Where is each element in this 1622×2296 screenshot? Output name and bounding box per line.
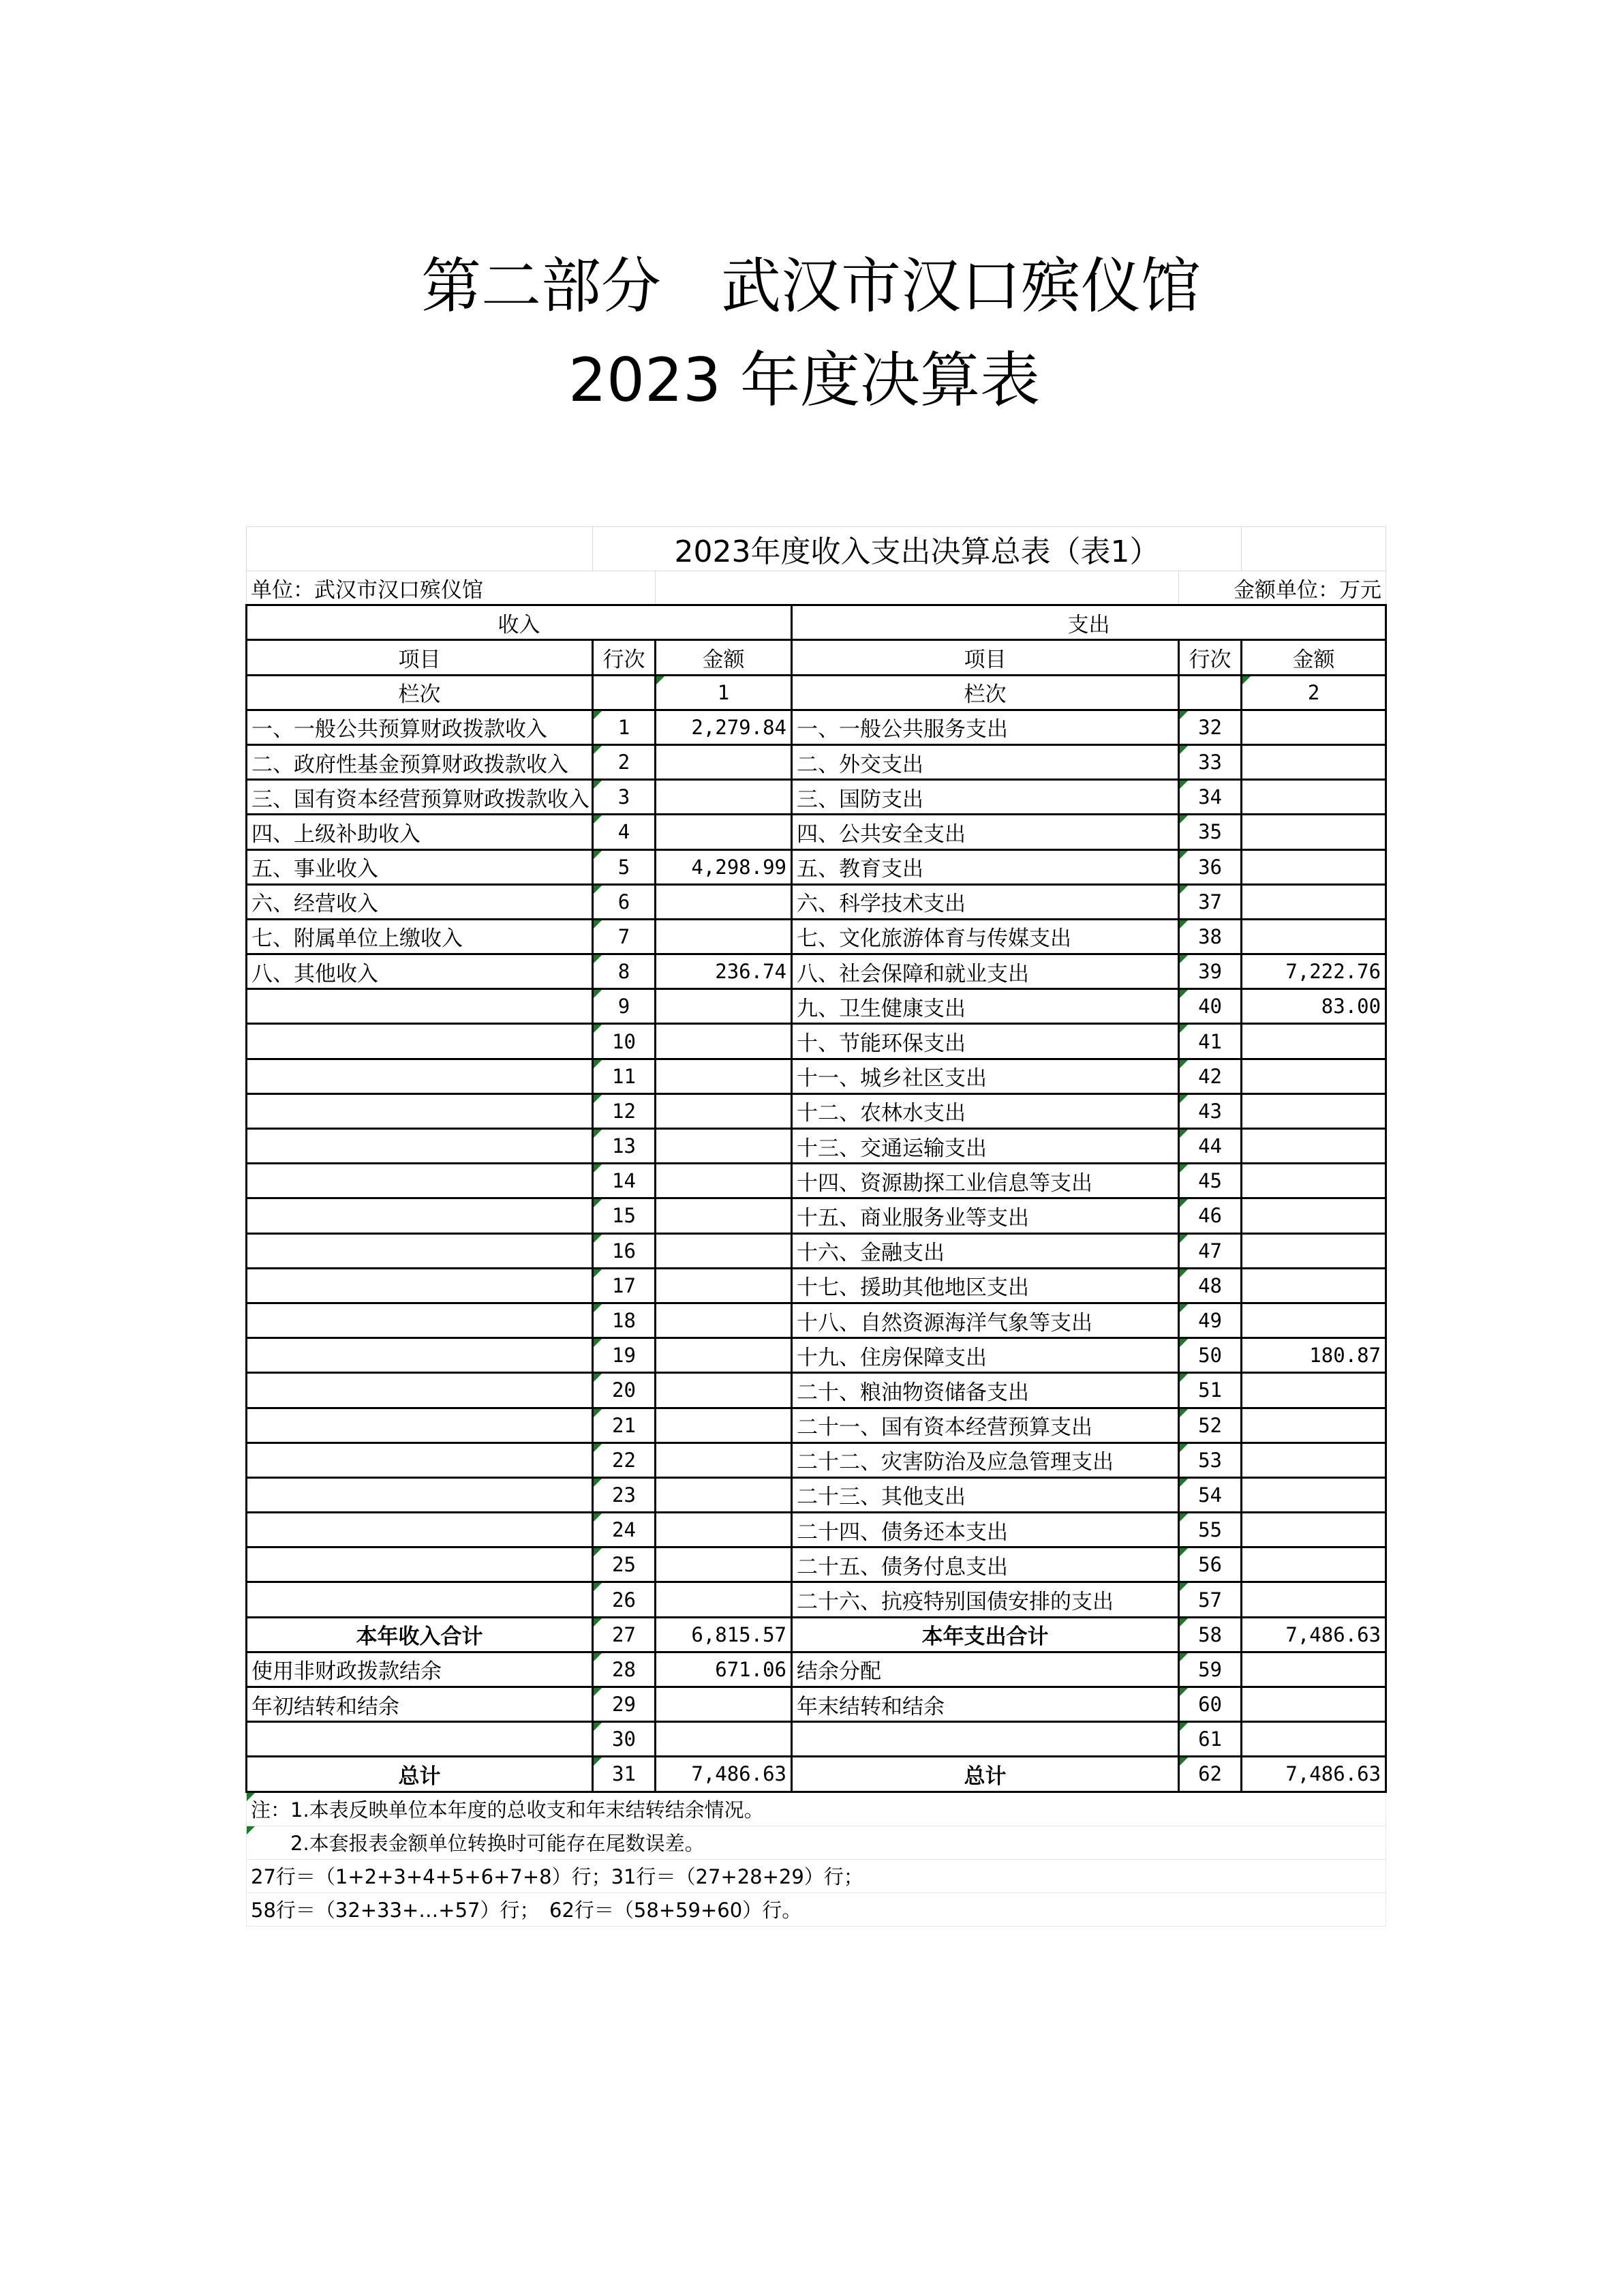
table-row (247, 884, 1386, 919)
income-line-no-cell: 30 (593, 1722, 656, 1757)
income-amount-cell (656, 1442, 792, 1477)
expense-item-cell: 十一、城乡社区支出 (792, 1059, 1179, 1093)
income-item-cell (247, 1373, 593, 1408)
expense-line-no-cell: 38 (1179, 919, 1242, 954)
income-item-cell (247, 1547, 593, 1582)
income-line-no-cell: 4 (593, 815, 656, 849)
expense-line-no-cell: 48 (1179, 1268, 1242, 1303)
income-amount-cell (656, 1164, 792, 1198)
expense-item-cell: 四、公共安全支出 (792, 815, 1179, 849)
income-amount-cell (656, 1477, 792, 1512)
table-row (247, 1024, 1386, 1059)
income-item-cell (247, 1164, 593, 1198)
note-row (247, 1792, 1386, 1826)
income-item-cell (247, 1233, 593, 1268)
expense-item-cell: 二十一、国有资本经营预算支出 (792, 1408, 1179, 1442)
income-line-no-cell: 9 (593, 989, 656, 1024)
expense-item-cell: 五、教育支出 (792, 849, 1179, 884)
income-item-cell (247, 1198, 593, 1233)
income-item-cell: 八、其他收入 (247, 954, 593, 989)
note-row (247, 1892, 1386, 1926)
income-line-no-cell: 14 (593, 1164, 656, 1198)
income-line-no-cell: 23 (593, 1477, 656, 1512)
expense-item-cell: 十七、援助其他地区支出 (792, 1268, 1179, 1303)
expense-item-cell: 本年支出合计 (792, 1617, 1179, 1652)
income-item-header: 项目 (247, 640, 593, 675)
expense-line-no-cell: 55 (1179, 1513, 1242, 1547)
expense-amount-cell (1242, 1722, 1386, 1757)
expense-item-cell: 结余分配 (792, 1652, 1179, 1687)
income-amount-cell (656, 1722, 792, 1757)
table-row (247, 1059, 1386, 1093)
income-item-cell (247, 1408, 593, 1442)
income-amount-cell (656, 815, 792, 849)
income-line-no-cell: 18 (593, 1303, 656, 1338)
income-amount-cell (656, 1129, 792, 1164)
income-item-cell (247, 1059, 593, 1093)
expense-amount-cell (1242, 1687, 1386, 1722)
expense-item-cell: 十二、农林水支出 (792, 1093, 1179, 1128)
expense-amount-cell (1242, 1093, 1386, 1128)
section-header-row (247, 605, 1386, 640)
table-row (247, 1373, 1386, 1408)
income-amount-cell (656, 780, 792, 815)
income-amount-cell (656, 1582, 792, 1617)
income-line-no-cell: 26 (593, 1582, 656, 1617)
expense-line-no-cell: 58 (1179, 1617, 1242, 1652)
table-row (247, 1129, 1386, 1164)
income-item-cell: 二、政府性基金预算财政拨款收入 (247, 744, 593, 779)
income-amount-cell (656, 989, 792, 1024)
expense-amount-cell (1242, 849, 1386, 884)
income-item-cell (247, 1477, 593, 1512)
income-amount-cell (656, 919, 792, 954)
income-item-cell (247, 1268, 593, 1303)
income-amount-cell: 2,279.84 (656, 710, 792, 744)
income-line-no-cell: 25 (593, 1547, 656, 1582)
income-item-cell (247, 1303, 593, 1338)
income-amount-cell (656, 1338, 792, 1373)
expense-amount-cell (1242, 1652, 1386, 1687)
income-item-cell (247, 1338, 593, 1373)
document-heading-line2: 2023 年度决算表 (568, 345, 1040, 415)
table-row (247, 1687, 1386, 1722)
income-amount-cell (656, 1547, 792, 1582)
expense-amount-cell (1242, 780, 1386, 815)
income-amount-cell (656, 1373, 792, 1408)
expense-item-cell: 十八、自然资源海洋气象等支出 (792, 1303, 1179, 1338)
column-index-row (247, 675, 1386, 710)
table-row (247, 1164, 1386, 1198)
income-item-cell (247, 1513, 593, 1547)
expense-line-no-cell: 50 (1179, 1338, 1242, 1373)
expense-item-cell: 二十四、债务还本支出 (792, 1513, 1179, 1547)
expense-item-cell: 八、社会保障和就业支出 (792, 954, 1179, 989)
income-amount-cell (656, 1408, 792, 1442)
income-item-cell (247, 1024, 593, 1059)
expense-line-no-cell: 46 (1179, 1198, 1242, 1233)
expense-item-cell: 十三、交通运输支出 (792, 1129, 1179, 1164)
expense-line-no-cell: 61 (1179, 1722, 1242, 1757)
expense-item-cell: 十九、住房保障支出 (792, 1338, 1179, 1373)
income-item-cell: 六、经营收入 (247, 884, 593, 919)
column-header-row (247, 640, 1386, 675)
expense-line-no-cell: 59 (1179, 1652, 1242, 1687)
income-amount-cell (656, 1093, 792, 1128)
expense-line-no-cell: 33 (1179, 744, 1242, 779)
expense-amount-cell (1242, 1024, 1386, 1059)
expense-line-no-cell: 57 (1179, 1582, 1242, 1617)
expense-line-no-cell: 54 (1179, 1477, 1242, 1512)
expense-item-cell: 总计 (792, 1757, 1179, 1792)
expense-line-no-cell: 42 (1179, 1059, 1242, 1093)
income-item-cell: 五、事业收入 (247, 849, 593, 884)
income-line-no-cell: 17 (593, 1268, 656, 1303)
expense-item-cell: 二十五、债务付息支出 (792, 1547, 1179, 1582)
expense-line-no-cell: 39 (1179, 954, 1242, 989)
table-row (247, 1442, 1386, 1477)
income-item-cell (247, 1442, 593, 1477)
income-line-no-cell: 29 (593, 1687, 656, 1722)
expense-item-cell: 二、外交支出 (792, 744, 1179, 779)
income-amount-cell (656, 1059, 792, 1093)
expense-line-no-cell: 43 (1179, 1093, 1242, 1128)
expense-amount-cell (1242, 1233, 1386, 1268)
income-amount-cell (656, 1024, 792, 1059)
expense-amount-cell (1242, 815, 1386, 849)
expense-item-cell: 一、一般公共服务支出 (792, 710, 1179, 744)
expense-amount-cell: 83.00 (1242, 989, 1386, 1024)
income-item-cell (247, 1722, 593, 1757)
expense-amount-cell (1242, 1442, 1386, 1477)
expense-item-cell: 十四、资源勘探工业信息等支出 (792, 1164, 1179, 1198)
expense-item-cell: 九、卫生健康支出 (792, 989, 1179, 1024)
expense-line-no-cell: 45 (1179, 1164, 1242, 1198)
table-row (247, 1722, 1386, 1757)
table-row (247, 815, 1386, 849)
income-item-cell: 三、国有资本经营预算财政拨款收入 (247, 780, 593, 815)
budget-summary-table-container (245, 526, 1385, 1927)
income-amount-cell (656, 884, 792, 919)
income-line-no-cell: 21 (593, 1408, 656, 1442)
expense-amount-cell (1242, 1198, 1386, 1233)
expense-line-no-cell: 49 (1179, 1303, 1242, 1338)
income-line-no-cell: 16 (593, 1233, 656, 1268)
expense-item-cell: 二十三、其他支出 (792, 1477, 1179, 1512)
expense-line-no-cell: 32 (1179, 710, 1242, 744)
expense-amount-header: 金额 (1242, 640, 1386, 675)
table-row (247, 1513, 1386, 1547)
table-row (247, 1408, 1386, 1442)
expense-item-cell: 十六、金融支出 (792, 1233, 1179, 1268)
income-line-no-cell: 2 (593, 744, 656, 779)
table-row (247, 1757, 1386, 1792)
expense-line-no-cell: 47 (1179, 1233, 1242, 1268)
document-heading-line1: 第二部分 武汉市汉口殡仪馆 (420, 251, 1201, 321)
table-row (247, 954, 1386, 989)
income-column-number: 1 (656, 675, 792, 710)
table-note: 58行＝（32+33+…+57）行； 62行＝（58+59+60）行。 (247, 1892, 1386, 1926)
expense-item-cell: 六、科学技术支出 (792, 884, 1179, 919)
expense-amount-cell (1242, 1164, 1386, 1198)
table-row (247, 849, 1386, 884)
expense-item-cell: 十、节能环保支出 (792, 1024, 1179, 1059)
table-row (247, 989, 1386, 1024)
expense-amount-cell (1242, 710, 1386, 744)
expense-line-no-cell: 51 (1179, 1373, 1242, 1408)
income-line-no-cell: 24 (593, 1513, 656, 1547)
income-header: 收入 (247, 605, 792, 640)
income-line-no-cell: 12 (593, 1093, 656, 1128)
expense-amount-cell (1242, 1059, 1386, 1093)
table-note: 注：1.本表反映单位本年度的总收支和年末结转结余情况。 (247, 1792, 1386, 1826)
expense-amount-cell: 7,486.63 (1242, 1617, 1386, 1652)
expense-amount-cell (1242, 1582, 1386, 1617)
income-line-no-cell: 11 (593, 1059, 656, 1093)
income-line-no-cell: 8 (593, 954, 656, 989)
income-line-no-cell: 19 (593, 1338, 656, 1373)
income-line-no-cell: 7 (593, 919, 656, 954)
amount-unit-label: 金额单位：万元 (1179, 571, 1386, 605)
table-row (247, 919, 1386, 954)
expense-amount-cell (1242, 919, 1386, 954)
income-line-no-cell: 13 (593, 1129, 656, 1164)
table-title-row (247, 527, 1386, 571)
table-row (247, 1093, 1386, 1128)
expense-item-header: 项目 (792, 640, 1179, 675)
income-line-no-cell: 22 (593, 1442, 656, 1477)
expense-line-no-cell: 37 (1179, 884, 1242, 919)
income-line-no-cell: 10 (593, 1024, 656, 1059)
expense-amount-cell (1242, 1268, 1386, 1303)
expense-amount-cell (1242, 744, 1386, 779)
expense-amount-cell (1242, 1408, 1386, 1442)
income-item-cell (247, 989, 593, 1024)
expense-line-no-cell: 60 (1179, 1687, 1242, 1722)
income-item-cell: 总计 (247, 1757, 593, 1792)
expense-amount-cell (1242, 1129, 1386, 1164)
expense-line-no-cell: 40 (1179, 989, 1242, 1024)
budget-summary-table (245, 526, 1387, 1927)
table-row (247, 710, 1386, 744)
table-row (247, 1547, 1386, 1582)
expense-column-number: 2 (1242, 675, 1386, 710)
expense-line-no-cell: 34 (1179, 780, 1242, 815)
expense-index-label: 栏次 (792, 675, 1179, 710)
income-line-no-cell: 20 (593, 1373, 656, 1408)
table-row (247, 1477, 1386, 1512)
income-item-cell: 一、一般公共预算财政拨款收入 (247, 710, 593, 744)
expense-header: 支出 (792, 605, 1386, 640)
expense-amount-cell: 7,486.63 (1242, 1757, 1386, 1792)
income-amount-cell (656, 744, 792, 779)
table-row (247, 744, 1386, 779)
table-row (247, 1198, 1386, 1233)
expense-item-cell: 三、国防支出 (792, 780, 1179, 815)
income-amount-cell (656, 1233, 792, 1268)
table-row (247, 780, 1386, 815)
unit-label: 单位：武汉市汉口殡仪馆 (247, 571, 656, 605)
expense-amount-cell (1242, 1547, 1386, 1582)
expense-line-no-cell: 53 (1179, 1442, 1242, 1477)
income-amount-cell (656, 1268, 792, 1303)
expense-line-no-cell: 52 (1179, 1408, 1242, 1442)
expense-item-cell: 十五、商业服务业等支出 (792, 1198, 1179, 1233)
expense-amount-cell (1242, 1513, 1386, 1547)
table-title: 2023年度收入支出决算总表（表1） (593, 527, 1242, 571)
income-amount-cell (656, 1513, 792, 1547)
expense-line-header: 行次 (1179, 640, 1242, 675)
income-amount-cell: 6,815.57 (656, 1617, 792, 1652)
table-row (247, 1617, 1386, 1652)
income-line-no-cell: 31 (593, 1757, 656, 1792)
expense-item-cell: 年末结转和结余 (792, 1687, 1179, 1722)
expense-amount-cell (1242, 884, 1386, 919)
table-note: 27行＝（1+2+3+4+5+6+7+8）行；31行＝（27+28+29）行； (247, 1859, 1386, 1892)
expense-item-cell: 二十二、灾害防治及应急管理支出 (792, 1442, 1179, 1477)
unit-row (247, 571, 1386, 605)
income-line-header: 行次 (593, 640, 656, 675)
note-row (247, 1826, 1386, 1859)
table-row (247, 1303, 1386, 1338)
income-amount-cell: 236.74 (656, 954, 792, 989)
income-amount-cell (656, 1687, 792, 1722)
expense-line-no-cell: 44 (1179, 1129, 1242, 1164)
income-item-cell (247, 1582, 593, 1617)
table-row (247, 1233, 1386, 1268)
table-row (247, 1652, 1386, 1687)
expense-line-no-cell: 36 (1179, 849, 1242, 884)
expense-item-cell: 二十、粮油物资储备支出 (792, 1373, 1179, 1408)
income-line-no-cell: 15 (593, 1198, 656, 1233)
income-line-no-cell: 3 (593, 780, 656, 815)
expense-line-no-cell: 41 (1179, 1024, 1242, 1059)
income-item-cell: 七、附属单位上缴收入 (247, 919, 593, 954)
income-item-cell: 四、上级补助收入 (247, 815, 593, 849)
income-item-cell: 使用非财政拨款结余 (247, 1652, 593, 1687)
income-line-no-cell: 27 (593, 1617, 656, 1652)
income-amount-header: 金额 (656, 640, 792, 675)
income-amount-cell: 7,486.63 (656, 1757, 792, 1792)
income-amount-cell (656, 1198, 792, 1233)
expense-amount-cell (1242, 1373, 1386, 1408)
table-note: 2.本套报表金额单位转换时可能存在尾数误差。 (247, 1826, 1386, 1859)
expense-line-no-cell: 56 (1179, 1547, 1242, 1582)
expense-line-no-cell: 35 (1179, 815, 1242, 849)
income-line-no-cell: 6 (593, 884, 656, 919)
expense-line-no-cell: 62 (1179, 1757, 1242, 1792)
table-row (247, 1582, 1386, 1617)
income-item-cell (247, 1093, 593, 1128)
expense-amount-cell: 7,222.76 (1242, 954, 1386, 989)
income-line-no-cell: 1 (593, 710, 656, 744)
expense-amount-cell: 180.87 (1242, 1338, 1386, 1373)
income-line-no-cell: 28 (593, 1652, 656, 1687)
expense-item-cell: 七、文化旅游体育与传媒支出 (792, 919, 1179, 954)
expense-amount-cell (1242, 1303, 1386, 1338)
note-row (247, 1859, 1386, 1892)
table-row (247, 1338, 1386, 1373)
income-line-no-cell: 5 (593, 849, 656, 884)
income-index-label: 栏次 (247, 675, 593, 710)
expense-item-cell: 二十六、抗疫特别国债安排的支出 (792, 1582, 1179, 1617)
expense-item-cell (792, 1722, 1179, 1757)
income-amount-cell: 671.06 (656, 1652, 792, 1687)
income-item-cell: 年初结转和结余 (247, 1687, 593, 1722)
income-item-cell (247, 1129, 593, 1164)
table-row (247, 1268, 1386, 1303)
expense-amount-cell (1242, 1477, 1386, 1512)
income-amount-cell: 4,298.99 (656, 849, 792, 884)
income-amount-cell (656, 1303, 792, 1338)
income-item-cell: 本年收入合计 (247, 1617, 593, 1652)
